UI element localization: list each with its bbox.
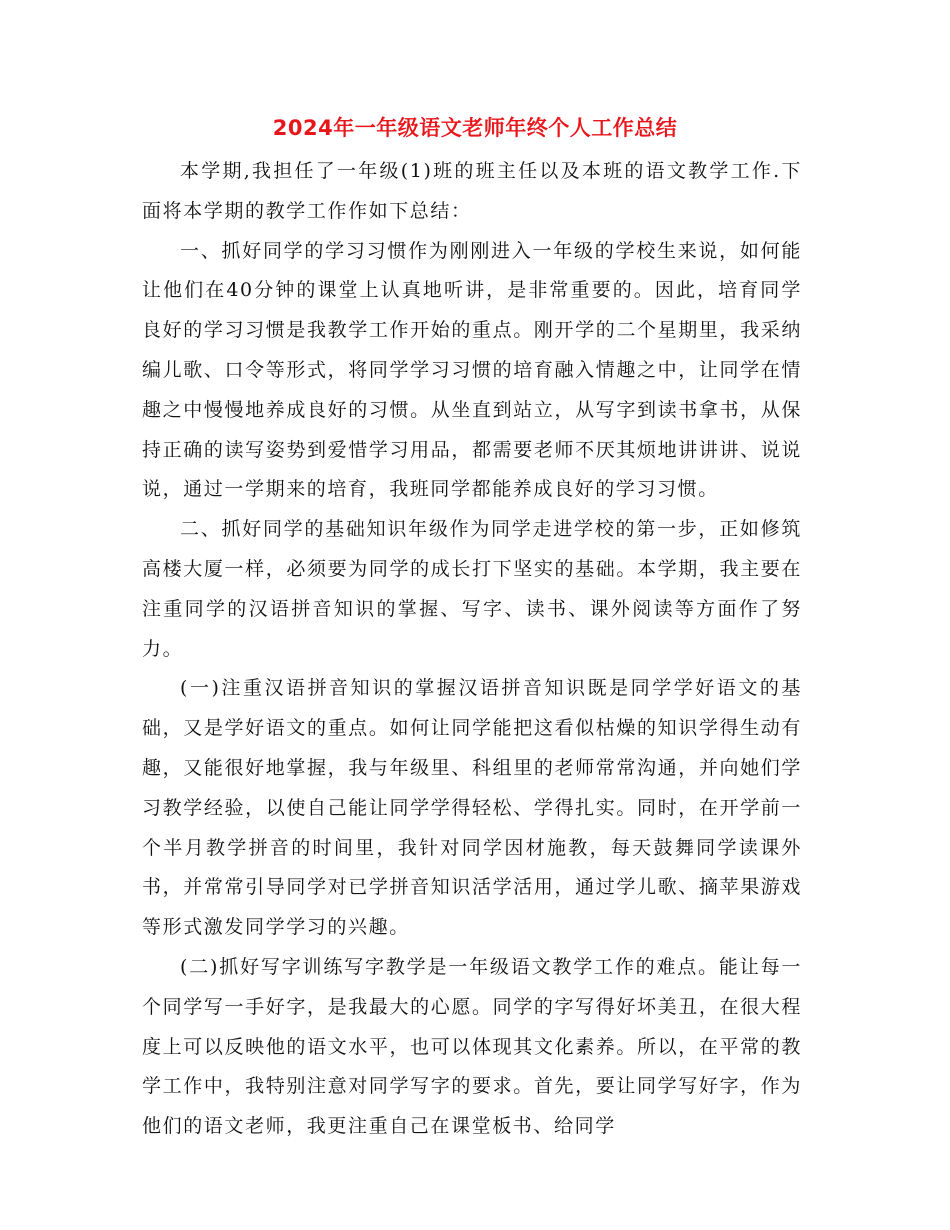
document-title: 2024年一年级语文老师年终个人工作总结 bbox=[272, 116, 678, 140]
paragraph-pinyin: (一)注重汉语拼音知识的掌握汉语拼音知识既是同学学好语文的基础，又是学好语文的重点。如何让同学能把这看似枯燥的知识学得生动有趣，又能很好地掌握，我与年级里、科组里的老师常常沟通，并向她们学习教学经验，以使自己能让同学学得轻松、学得扎实。同时，在开学前一个半月教学拼音的时间里，我针对同学因材施教，每天鼓舞同学读课外书，并常常引导同学对已学拼音知识活学活用，通过学儿歌、摘苹果游戏等形式激发同学学习的兴趣。 bbox=[142, 677, 802, 939]
paragraph-intro: 本学期,我担任了一年级(1)班的班主任以及本班的语文教学工作.下面将本学期的教学工作作如下总结： bbox=[142, 160, 802, 222]
paragraph-study-habits: 一、抓好同学的学习习惯作为刚刚进入一年级的学校生来说，如何能让他们在40分钟的课堂上认真地听讲，是非常重要的。因此，培育同学良好的学习习惯是我教学工作开始的重点。刚开学的二个星期里，我采纳编儿歌、口令等形式，将同学学习习惯的培育融入情趣之中，让同学在情趣之中慢慢地养成良好的习惯。从坐直到站立，从写字到读书拿书，从保持正确的读写姿势到爱惜学习用品，都需要老师不厌其烦地讲讲讲、说说说，通过一学期来的培育，我班同学都能养成良好的学习习惯。 bbox=[142, 239, 802, 501]
paragraph-basic-knowledge: 二、抓好同学的基础知识年级作为同学走进学校的第一步，正如修筑高楼大厦一样，必须要为同学的成长打下坚实的基础。本学期，我主要在注重同学的汉语拼音知识的掌握、写字、读书、课外阅读等方面作了努力。 bbox=[142, 518, 802, 660]
paragraph-writing: (二)抓好写字训练写字教学是一年级语文教学工作的难点。能让每一个同学写一手好字，是我最大的心愿。同学的字写得好坏美丑，在很大程度上可以反映他的语文水平，也可以体现其文化素养。所以，在平常的教学工作中，我特别注意对同学写字的要求。首先，要让同学写好字，作为他们的语文老师，我更注重自己在课堂板书、给同学 bbox=[142, 955, 802, 1138]
document-body bbox=[142, 152, 802, 1147]
